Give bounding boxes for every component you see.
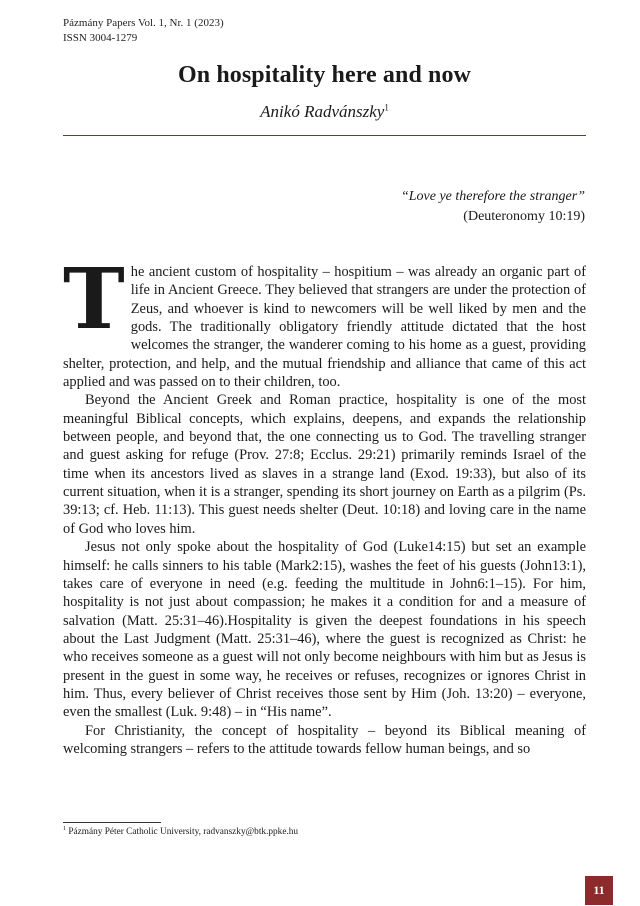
article-author — [63, 102, 586, 122]
paragraph-3: Jesus not only spoke about the hospitality of God (Luke14:15) but set an example himself: he calls sinners to his table (Mark2:15), washes the feet of his guests (John13:1), takes care of everyone in need (e.g. feeding the multitude in John6:1–15). For him, hospitality is not just about compassion; he makes it a condition for and a measure of salvation (Matt. 25:31–46).Hospitality is given the deepest foundations in his speech about the Last Judgment (Matt. 25:31–46), where the guest is recognized as Christ: he who receives someone as a guest will not only become neighbours with him but as Jesus is present in the guest in some way, he receives or refuses, recognizes or ignores Christ in him. Thus, every believer of Christ receives those sent by Him (Joh. 13:20) – everyone, even the smallest (Luk. 9:48) – in “His name”. — [63, 539, 586, 721]
footnote-divider — [63, 822, 161, 823]
page-number-badge: 11 — [585, 876, 613, 905]
paragraph-4: For Christianity, the concept of hospitality – beyond its Biblical meaning of welcoming strangers – refers to the attitude towards fellow human beings, and so — [63, 722, 586, 757]
journal-issn: ISSN 3004-1279 — [63, 32, 138, 44]
paragraph-1 — [63, 250, 586, 391]
paragraph-2: Beyond the Ancient Greek and Roman practice, hospitality is one of the most meaningful Biblical concepts, which explains, deepens, and expands the relationship between people, and beyond that, the one connecting us to God. The travelling stranger and guest asking for refuge (Prov. 27:8; Ecclus. 29:21) primarily reminds Israel of the time when its ancestors lived as slaves in a strange land (Exod. 19:33), but also of its current situation, when it is a stranger, spending its short journey on Earth as a pilgrim (Ps. 39:13; cf. Heb. 11:13). This guest needs shelter (Deut. 10:18) and loving care in the name of God who loves him. — [63, 392, 586, 537]
epigraph-source: (Deuteronomy 10:19) — [463, 209, 585, 224]
title-divider — [63, 135, 586, 136]
footnote-text: Pázmány Péter Catholic University, radvanszky@btk.ppke.hu — [66, 827, 299, 837]
journal-header — [63, 16, 224, 46]
epigraph — [401, 187, 585, 227]
author-footnote-mark[interactable]: 1 — [384, 102, 389, 113]
drop-cap: T — [63, 250, 125, 348]
epigraph-quote: “Love ye therefore the stranger” — [400, 189, 585, 204]
journal-citation: Pázmány Papers Vol. 1, Nr. 1 (2023) — [63, 17, 224, 29]
paragraph-1-text: he ancient custom of hospitality – hospitium – was already an organic part of life in Ancient Greece. They believed that strangers are under the protection of Zeus, and whoever is kind to newcomers will be well liked by men and the gods. The traditionally obligatory friendly attitude dictated that the host welcomes the stranger, the wanderer coming to his home as a guest, providing shelter, protection, and help, and the mutual friendship and alliance that came of this act applied and was passed on to their children, too. — [63, 264, 586, 391]
footnote — [63, 826, 298, 838]
footnote-mark: 1 — [63, 825, 66, 832]
article-title: On hospitality here and now — [178, 62, 471, 88]
article-body — [63, 250, 586, 758]
author-name: Anikó Radvánszky — [260, 102, 385, 121]
